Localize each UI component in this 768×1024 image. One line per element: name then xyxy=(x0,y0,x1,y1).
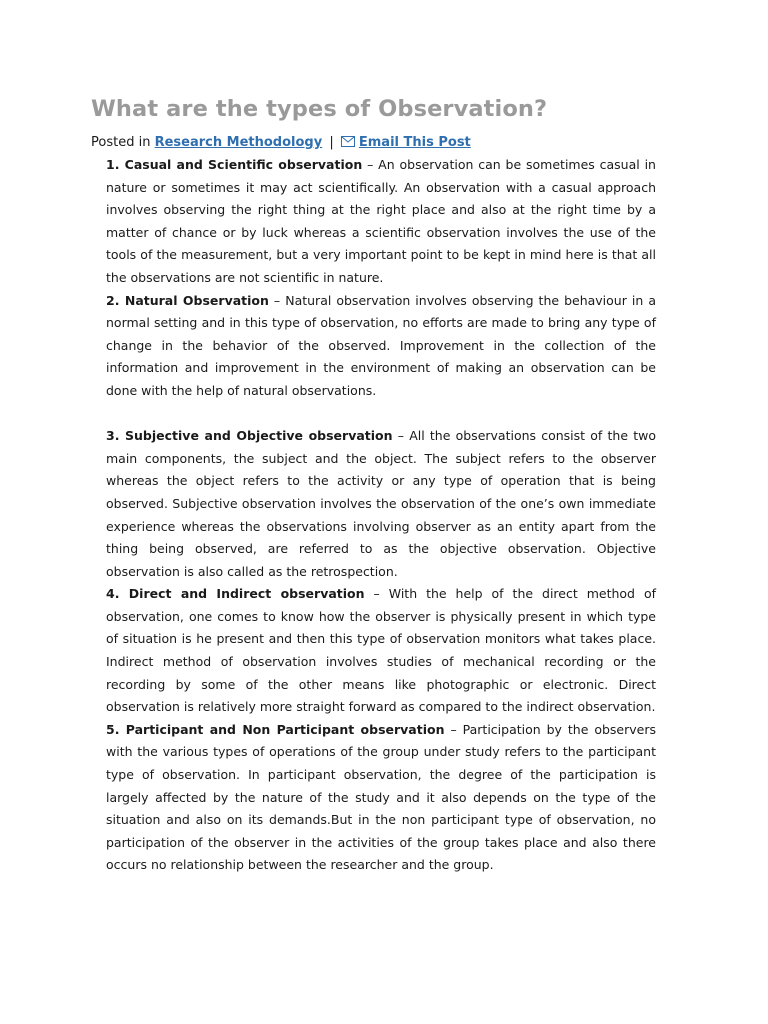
article-title: What are the types of Observation? xyxy=(91,96,548,122)
item-dash: – xyxy=(392,428,410,444)
item-body: An observation can be sometimes casual in nature or sometimes it may act scientifically. An observation with a casual approach involves observing the right thing at the right place and also at the right time by a matter of chance or by luck whereas a scientific observation involves the use of the tools of the measurement, but a very important point to be kept in mind here is that all the observations are not scientific in nature. xyxy=(106,157,656,285)
email-post-link[interactable]: Email This Post xyxy=(358,135,471,150)
observation-item-4 xyxy=(106,583,656,719)
item-heading: 3. Subjective and Objective observation xyxy=(106,428,393,444)
item-body: Natural observation involves observing the behaviour in a normal setting and in this type of observation, no efforts are made to bring any type of change in the behavior of the observed. Improvement in the collection of the information and improvement in the environment of making an observation can be done with the help of natural observations. xyxy=(106,292,656,398)
item-heading: 4. Direct and Indirect observation xyxy=(106,586,365,602)
post-meta xyxy=(91,133,471,153)
item-dash: – xyxy=(362,157,379,172)
item-body: With the help of the direct method of observation, one comes to know how the observer is physically present in which type of situation is he present and then this type of observation monitors what takes place. Indirect method of observation involves studies of mechanical recording or the recording by some of the other means like photographic or electronic. Direct observation is relatively more straight forward as compared to the indirect observation. xyxy=(106,586,656,715)
item-body: Participation by the observers with the various types of operations of the group under study refers to the participant type of observation. In participant observation, the degree of the participation is largely affected by the nature of the study and it also depends on the type of the situation and also on its demands.But in the non participant type of observation, no participation of the observer in the activities of the group takes place and also there occurs no relationship between the researcher and the group. xyxy=(106,721,657,873)
observation-item-5 xyxy=(106,719,656,877)
category-link[interactable]: Research Methodology xyxy=(154,135,323,150)
envelope-icon[interactable] xyxy=(341,136,355,147)
meta-separator: | xyxy=(329,135,334,150)
observation-item-2 xyxy=(106,290,656,403)
item-heading: 2. Natural Observation xyxy=(106,292,269,308)
posted-in-label: Posted in xyxy=(91,135,151,150)
item-dash: – xyxy=(268,292,286,308)
item-heading: 1. Casual and Scientific observation xyxy=(106,157,363,172)
item-dash: – xyxy=(364,586,389,602)
article-body xyxy=(106,154,656,877)
item-dash: – xyxy=(444,721,463,737)
observation-item-3 xyxy=(106,425,656,583)
item-heading: 5. Participant and Non Participant observation xyxy=(106,721,445,737)
item-body: All the observations consist of the two main components, the subject and the object. The subject refers to the observer whereas the object refers to the activity or any type of operation that is being observed. Subjective observation involves the observation of the one’s own immediate experience whereas the observations involving observer as an entity apart from the thing being observed, are referred to as the objective observation. Objective observation is also called as the retrospection. xyxy=(106,428,657,579)
observation-item-1 xyxy=(106,154,656,290)
